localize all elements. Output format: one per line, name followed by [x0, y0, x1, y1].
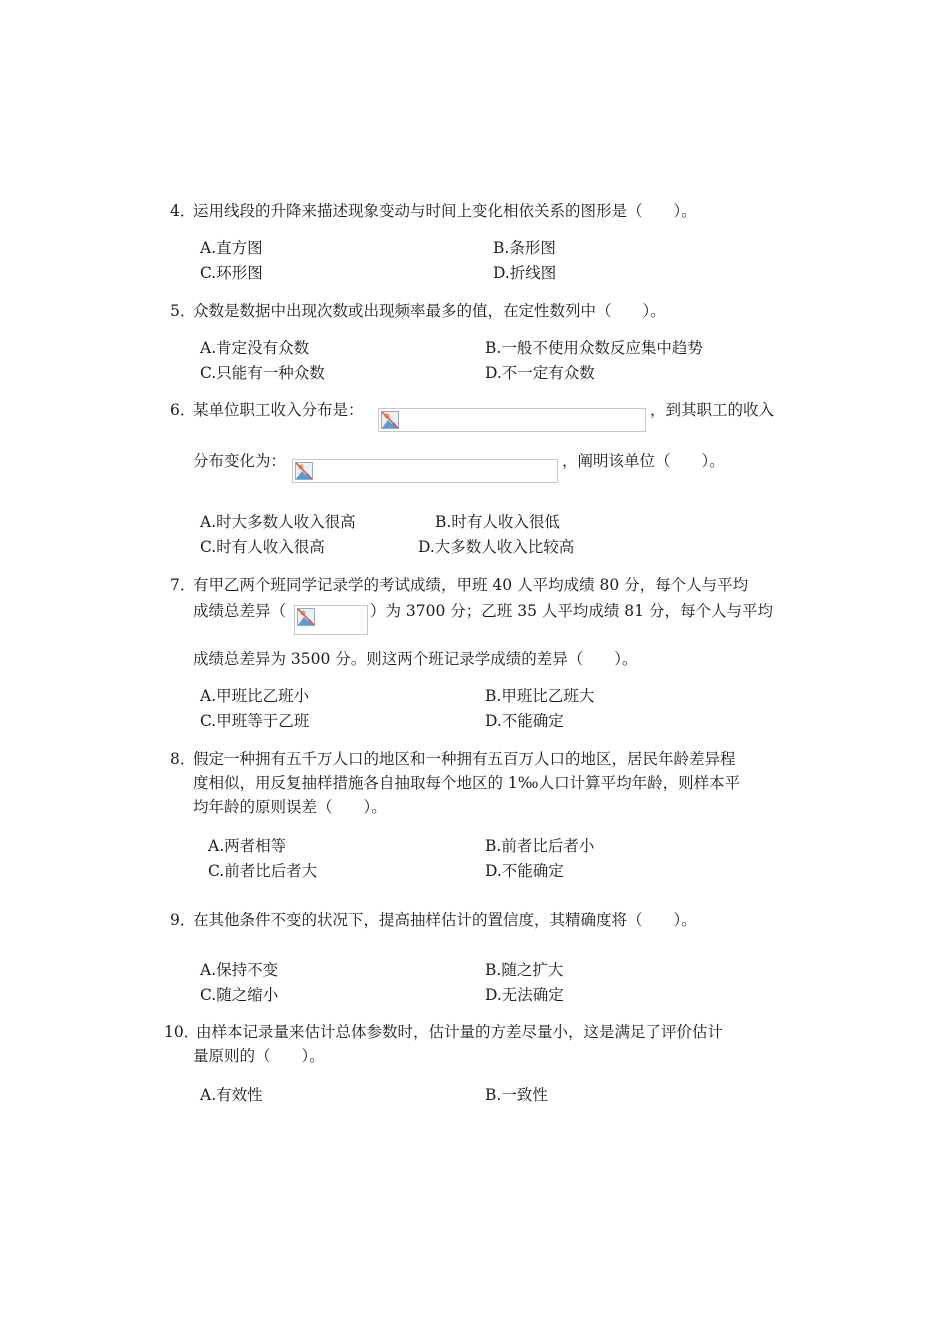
question-text-line1: 有甲乙两个班同学记录学的考试成绩，甲班 40 人平均成绩 80 分，每个人与平均 [193, 576, 749, 594]
option-a: A.甲班比乙班小 [200, 687, 310, 705]
broken-image-icon [295, 462, 313, 480]
option-a: A.有效性 [200, 1086, 263, 1104]
option-c: C.甲班等于乙班 [200, 712, 310, 730]
question-text-line3: 成绩总差异为 3500 分。则这两个班记录学成绩的差异（ ）。 [193, 650, 638, 668]
question-text-line2-start: 成绩总差异（ [193, 602, 287, 620]
option-d: D.折线图 [493, 264, 557, 282]
question-text-line2-end: ）为 3700 分；乙班 35 人平均成绩 81 分，每个人与平均 [370, 602, 773, 620]
question-text-line1-start: 某单位职工收入分布是： [193, 401, 364, 419]
question-number: 4． [170, 202, 196, 220]
option-d: D.无法确定 [485, 986, 564, 1004]
question-text-line1: 由样本记录量来估计总体参数时，估计量的方差尽量小，这是满足了评价估计 [196, 1023, 724, 1041]
question-text-line1: 假定一种拥有五千万人口的地区和一种拥有五百万人口的地区，居民年龄差异程 [193, 750, 736, 768]
option-a: A.直方图 [200, 239, 263, 257]
question-text-line2: 度相似，用反复抽样措施各自抽取每个地区的 1‰人口计算平均年龄，则样本平 [193, 774, 741, 792]
option-b: B.一致性 [485, 1086, 548, 1104]
option-c: C.环形图 [200, 264, 263, 282]
option-b: B.时有人收入很低 [435, 513, 560, 531]
option-b: B.条形图 [493, 239, 556, 257]
question-number: 10． [164, 1023, 200, 1041]
question-text-line3: 均年龄的原则误差（ ）。 [193, 798, 387, 816]
broken-image-icon [297, 608, 315, 626]
question-text: 运用线段的升降来描述现象变动与时间上变化相依关系的图形是（ ）。 [193, 202, 697, 220]
question-number: 8． [170, 750, 196, 768]
option-d: D.不一定有众数 [485, 364, 595, 382]
broken-image-placeholder [378, 408, 646, 432]
option-c: C.前者比后者大 [208, 862, 318, 880]
option-c: C.时有人收入很高 [200, 538, 325, 556]
question-text-line2-start: 分布变化为： [193, 452, 287, 470]
option-d: D.大多数人收入比较高 [418, 538, 575, 556]
option-b: B.随之扩大 [485, 961, 564, 979]
option-a: A.肯定没有众数 [200, 339, 310, 357]
question-text: 在其他条件不变的状况下，提高抽样估计的置信度，其精确度将（ ）。 [193, 911, 697, 929]
option-d: D.不能确定 [485, 862, 564, 880]
question-text-line1-end: ，到其职工的收入 [650, 401, 775, 419]
question-number: 5． [170, 302, 196, 320]
option-a: A.两者相等 [208, 837, 287, 855]
option-c: C.随之缩小 [200, 986, 279, 1004]
question-text-line2: 量原则的（ ）。 [193, 1047, 325, 1065]
option-c: C.只能有一种众数 [200, 364, 325, 382]
broken-image-placeholder [292, 459, 558, 483]
broken-image-placeholder [294, 605, 368, 635]
option-b: B.一般不使用众数反应集中趋势 [485, 339, 703, 357]
option-a: A.保持不变 [200, 961, 279, 979]
question-number: 6． [170, 401, 196, 419]
question-text-line2-end: ，阐明该单位（ ）。 [562, 452, 725, 470]
question-text: 众数是数据中出现次数或出现频率最多的值，在定性数列中（ ）。 [193, 302, 666, 320]
question-number: 9． [170, 911, 196, 929]
broken-image-icon [381, 411, 399, 429]
option-b: B.前者比后者小 [485, 837, 595, 855]
option-b: B.甲班比乙班大 [485, 687, 595, 705]
option-a: A.时大多数人收入很高 [200, 513, 356, 531]
option-d: D.不能确定 [485, 712, 564, 730]
question-number: 7． [170, 576, 196, 594]
